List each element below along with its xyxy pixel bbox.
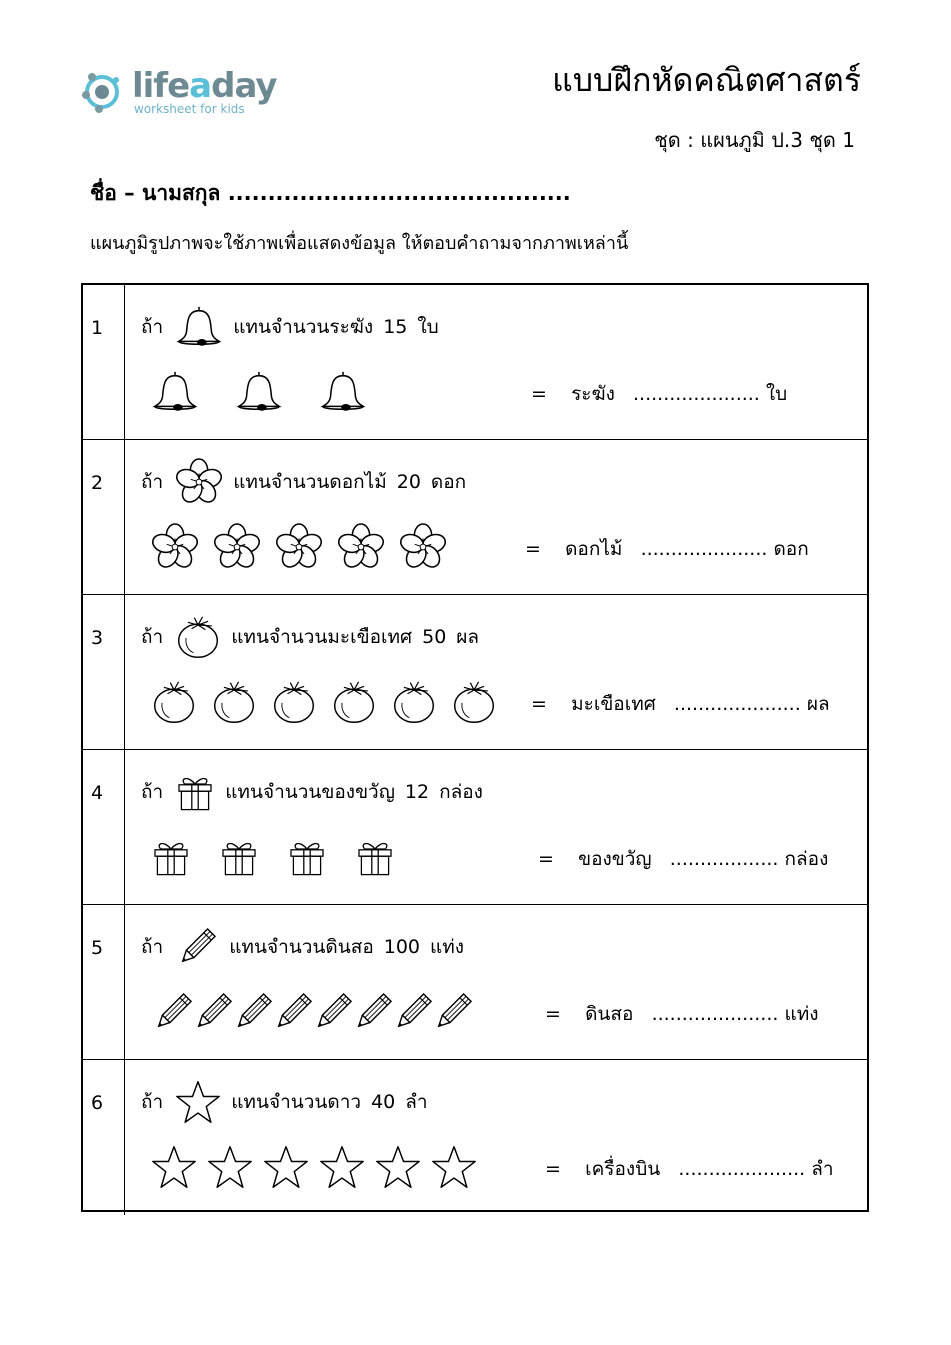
- instruction-text: แผนภูมิรูปภาพจะใช้ภาพเพื่อแสดงข้อมูล ให้ตอบคำถามจากภาพเหล่านี้: [90, 233, 629, 254]
- question-prefix: ถ้า: [141, 1091, 164, 1113]
- question-row: [83, 1060, 867, 1215]
- tomato-icon: [451, 679, 497, 725]
- column-divider: [124, 440, 125, 594]
- question-number: 5: [91, 937, 104, 959]
- question-text: [141, 305, 439, 349]
- tomato-icon: [151, 679, 197, 725]
- question-represents: แทนจำนวนดอกไม้: [233, 471, 387, 493]
- pencil-icon: [231, 990, 275, 1034]
- star-icon: [431, 1144, 477, 1190]
- tomato-icon: [331, 679, 377, 725]
- answer-blank[interactable]: .....................: [673, 693, 801, 715]
- question-row: [83, 440, 867, 595]
- question-text: [141, 770, 483, 814]
- column-divider: [124, 750, 125, 904]
- answer-equals: =: [525, 538, 541, 560]
- answer-unit: กล่อง: [784, 848, 829, 870]
- answer-line: [545, 1001, 819, 1027]
- question-row: [83, 595, 867, 750]
- question-number: 4: [91, 782, 104, 804]
- gift-box-icon: [151, 837, 191, 877]
- pictograph-icons: [151, 363, 403, 421]
- logo: [82, 64, 277, 120]
- answer-unit: แท่ง: [784, 1003, 819, 1025]
- gift-box-icon: [355, 837, 395, 877]
- question-number: 6: [91, 1092, 104, 1114]
- pencil-icon: [191, 990, 235, 1034]
- pictograph-icons: [151, 828, 423, 886]
- flower-icon: [213, 523, 261, 571]
- question-unit: แท่ง: [430, 936, 465, 958]
- star-icon: [151, 1144, 197, 1190]
- star-icon: [375, 1144, 421, 1190]
- question-number: 3: [91, 627, 104, 649]
- gift-box-icon: [175, 772, 215, 812]
- column-divider: [124, 595, 125, 749]
- answer-label: มะเขือเทศ: [571, 693, 656, 715]
- pictograph-icons: [151, 673, 511, 731]
- question-unit: ผล: [456, 626, 480, 648]
- star-icon: [207, 1144, 253, 1190]
- question-value: 50: [422, 626, 447, 648]
- question-prefix: ถ้า: [141, 936, 164, 958]
- question-text: [141, 460, 466, 504]
- answer-equals: =: [531, 383, 547, 405]
- answer-equals: =: [545, 1158, 561, 1180]
- pencil-icon: [351, 990, 395, 1034]
- gift-box-icon: [287, 837, 327, 877]
- question-represents: แทนจำนวนดินสอ: [229, 936, 374, 958]
- answer-blank[interactable]: .....................: [651, 1003, 779, 1025]
- answer-label: ดินสอ: [585, 1003, 634, 1025]
- question-row: [83, 285, 867, 440]
- column-divider: [124, 285, 125, 439]
- question-row: [83, 905, 867, 1060]
- gift-box-icon: [219, 837, 259, 877]
- question-prefix: ถ้า: [141, 316, 164, 338]
- question-represents: แทนจำนวนของขวัญ: [225, 781, 395, 803]
- answer-label: ดอกไม้: [565, 538, 623, 560]
- column-divider: [124, 905, 125, 1059]
- answer-label: เครื่องบิน: [585, 1158, 661, 1180]
- pictograph-icons: [151, 518, 461, 576]
- flower-icon: [337, 523, 385, 571]
- answer-line: [538, 846, 828, 872]
- answer-unit: ลำ: [811, 1158, 834, 1180]
- question-text: [141, 925, 464, 969]
- question-prefix: ถ้า: [141, 781, 164, 803]
- star-icon: [319, 1144, 365, 1190]
- answer-unit: ใบ: [765, 383, 788, 405]
- answer-equals: =: [545, 1003, 561, 1025]
- answer-equals: =: [538, 848, 554, 870]
- question-prefix: ถ้า: [141, 471, 164, 493]
- bell-icon: [319, 368, 367, 416]
- star-icon: [175, 1079, 221, 1125]
- question-represents: แทนจำนวนระฆัง: [233, 316, 374, 338]
- flower-icon: [175, 458, 223, 506]
- column-divider: [124, 1060, 125, 1215]
- answer-blank[interactable]: .....................: [678, 1158, 806, 1180]
- question-value: 15: [383, 316, 408, 338]
- bell-icon: [175, 303, 223, 351]
- pencil-icon: [431, 990, 475, 1034]
- tomato-icon: [391, 679, 437, 725]
- flower-icon: [151, 523, 199, 571]
- tomato-icon: [175, 614, 221, 660]
- worksheet-table: [81, 283, 869, 1212]
- question-text: [141, 1080, 428, 1124]
- bell-icon: [235, 368, 283, 416]
- question-represents: แทนจำนวนดาว: [231, 1091, 362, 1113]
- question-number: 1: [91, 317, 104, 339]
- question-unit: ใบ: [417, 316, 439, 338]
- question-text: [141, 615, 479, 659]
- answer-unit: ดอก: [773, 538, 809, 560]
- page-title: แบบฝึกหัดคณิตศาสตร์: [552, 61, 861, 99]
- question-value: 40: [371, 1091, 396, 1113]
- answer-line: [525, 536, 809, 562]
- answer-label: ระฆัง: [571, 383, 615, 405]
- answer-line: [545, 1156, 834, 1182]
- pictograph-icons: [151, 983, 471, 1041]
- answer-label: ของขวัญ: [578, 848, 652, 870]
- answer-equals: =: [531, 693, 547, 715]
- pencil-icon: [175, 925, 219, 969]
- question-value: 12: [404, 781, 430, 803]
- question-row: [83, 750, 867, 905]
- answer-blank[interactable]: .....................: [640, 538, 768, 560]
- logo-tagline: worksheet for kids: [134, 102, 245, 116]
- question-unit: ดอก: [430, 471, 467, 493]
- flower-icon: [399, 523, 447, 571]
- logo-name: lifeaday: [132, 66, 277, 106]
- pencil-icon: [311, 990, 355, 1034]
- question-represents: แทนจำนวนมะเขือเทศ: [231, 626, 413, 648]
- question-prefix: ถ้า: [141, 626, 164, 648]
- answer-blank[interactable]: .....................: [633, 383, 760, 405]
- answer-blank[interactable]: ..................: [669, 848, 779, 870]
- question-value: 20: [396, 471, 421, 493]
- pencil-icon: [391, 990, 435, 1034]
- pencil-icon: [271, 990, 315, 1034]
- answer-line: [531, 381, 787, 407]
- tomato-icon: [271, 679, 317, 725]
- question-unit: กล่อง: [439, 781, 483, 803]
- star-icon: [263, 1144, 309, 1190]
- question-number: 2: [91, 472, 104, 494]
- answer-line: [531, 691, 830, 717]
- question-value: 100: [383, 936, 420, 958]
- flower-icon: [275, 523, 323, 571]
- bell-icon: [151, 368, 199, 416]
- name-field[interactable]: ชื่อ – นามสกุล ...........................................: [90, 181, 571, 205]
- pencil-icon: [151, 990, 195, 1034]
- pictograph-icons: [151, 1138, 487, 1196]
- logo-mark-icon: [82, 68, 128, 114]
- answer-unit: ผล: [806, 693, 830, 715]
- question-unit: ลำ: [405, 1091, 428, 1113]
- page-subtitle: ชุด : แผนภูมิ ป.3 ชุด 1: [654, 128, 855, 152]
- tomato-icon: [211, 679, 257, 725]
